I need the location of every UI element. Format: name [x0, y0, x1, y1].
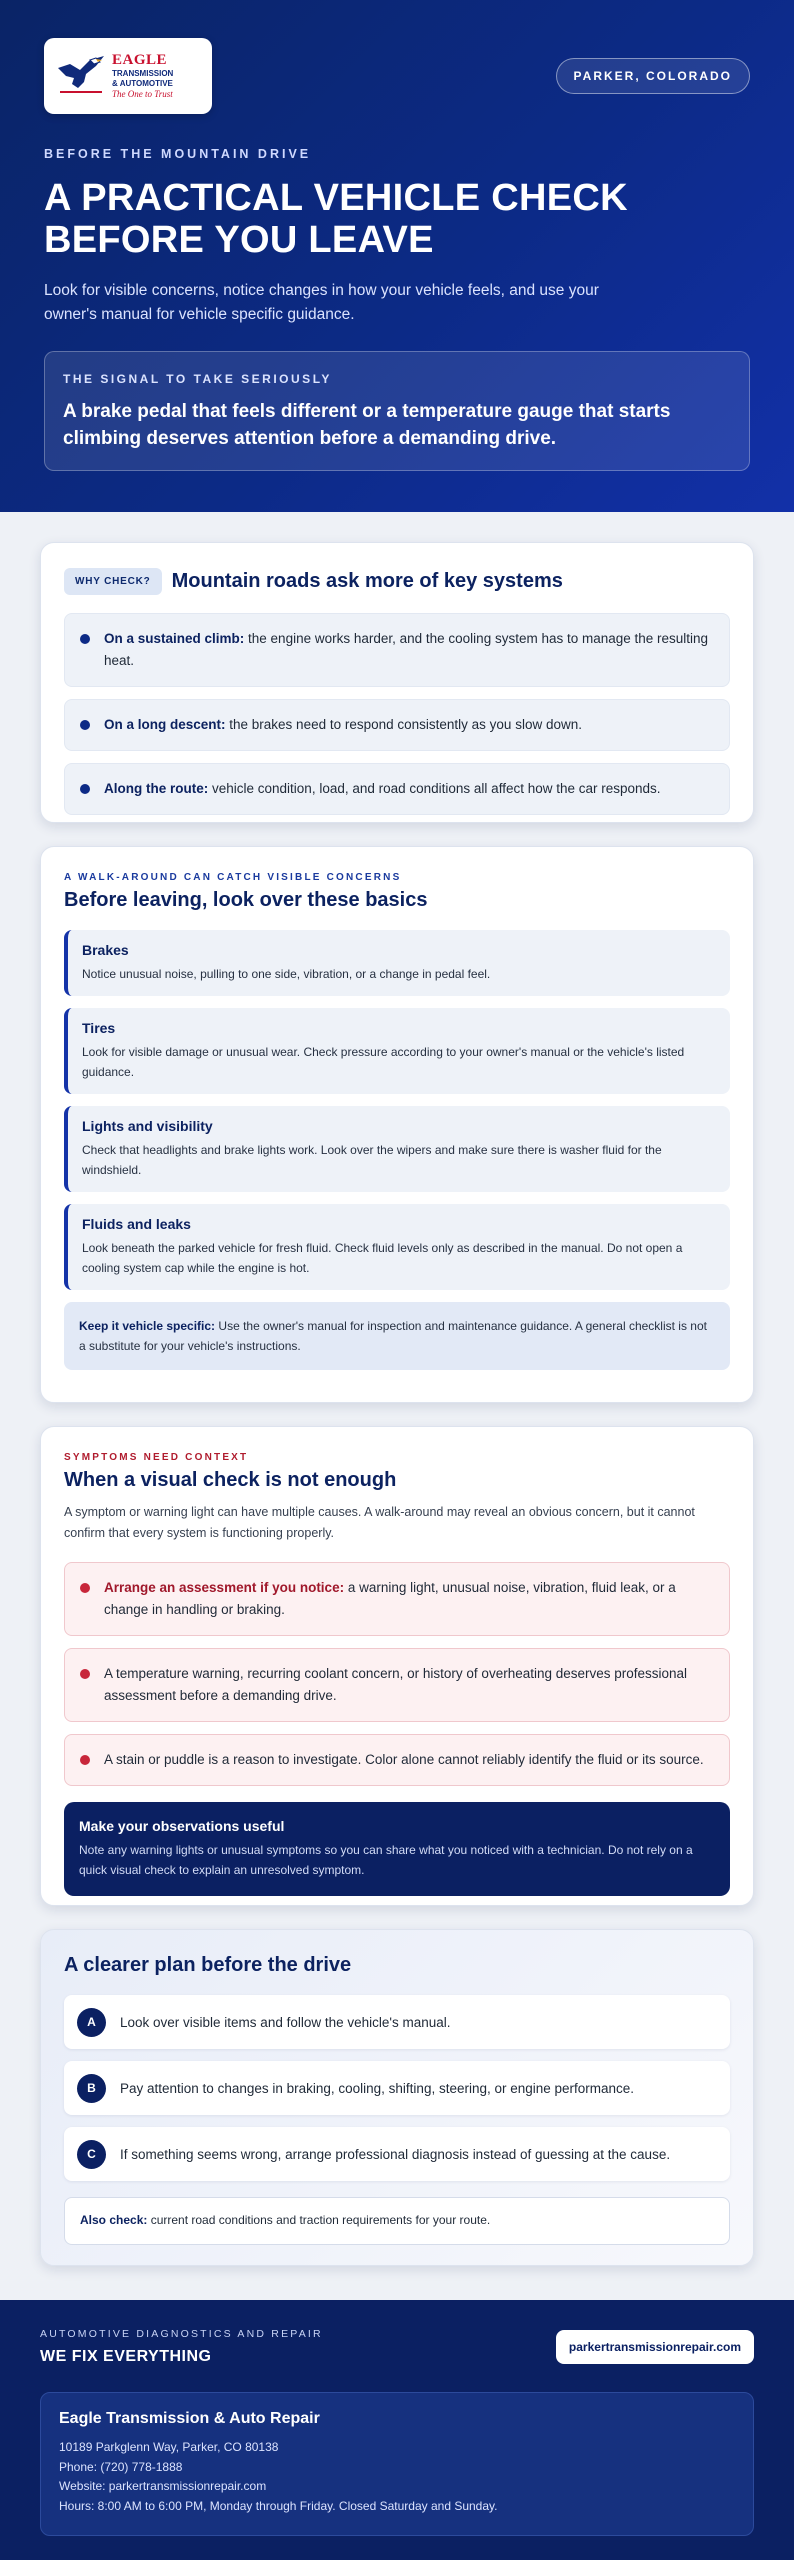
check-item-brakes [64, 930, 730, 996]
plan-step [64, 2061, 730, 2115]
warning-item [64, 1734, 730, 1786]
bullet-dot-icon [80, 720, 90, 730]
vehicle-specific-note [64, 1302, 730, 1370]
check-item-title: Lights and visibility [82, 1118, 213, 1134]
also-check-text: current road conditions and traction requirements for your route. [147, 2213, 491, 2227]
hero-section [0, 0, 794, 512]
phone-line[interactable]: Phone: (720) 778-1888 [59, 2459, 183, 2474]
plan-step [64, 1995, 730, 2049]
walkaround-kicker: A WALK-AROUND CAN CATCH VISIBLE CONCERNS [64, 872, 402, 883]
logo-tagline: The One to Trust [112, 89, 173, 99]
warning-item [64, 1562, 730, 1636]
check-item-title: Fluids and leaks [82, 1216, 191, 1232]
walkaround-card [40, 846, 754, 1403]
website-line[interactable]: Website: parkertransmissionrepair.com [59, 2479, 267, 2493]
logo-sub-1: TRANSMISSION [112, 69, 174, 78]
note-label: Keep it vehicle specific: [79, 1319, 216, 1333]
logo-sub-2: & AUTOMOTIVE [112, 79, 173, 88]
logo-name: EAGLE [112, 52, 168, 68]
warning-text: a warning light, unusual noise, vibration, fluid leak, or a change in handling or braking. [104, 1580, 676, 1617]
check-item-text: Look beneath the parked vehicle for fresh fluid. Check fluid levels only as described in the manual. Do not open a cooling system cap while the engine is hot. [82, 1241, 683, 1275]
item-text: the brakes need to respond consistently as you slow down. [225, 717, 582, 732]
check-item-lights [64, 1106, 730, 1192]
business-name: Eagle Transmission & Auto Repair [59, 2410, 320, 2427]
note-text: Use the owner's manual for inspection and maintenance guidance. A general checklist is not a substitute for your vehicle's instructions. [79, 1319, 707, 1353]
also-check-label: Also check: [80, 2213, 148, 2227]
footer-kicker: AUTOMOTIVE DIAGNOSTICS AND REPAIR [40, 2328, 323, 2340]
check-item-title: Tires [82, 1020, 116, 1036]
warning-item [64, 1648, 730, 1722]
why-check-title: Mountain roads ask more of key systems [171, 570, 563, 592]
bullet-dot-icon [80, 634, 90, 644]
check-item-title: Brakes [82, 942, 129, 958]
also-check-note [64, 2197, 730, 2245]
address-line: 10189 Parkglenn Way, Parker, CO 80138 [59, 2440, 279, 2454]
walkaround-title: Before leaving, look over these basics [64, 889, 428, 911]
check-item-fluids [64, 1204, 730, 1290]
hero-kicker: BEFORE THE MOUNTAIN DRIVE [44, 147, 312, 161]
step-text: Pay attention to changes in braking, cooling, shifting, steering, or engine performance. [120, 2080, 635, 2096]
check-item-text: Look for visible damage or unusual wear. Check pressure according to your owner's manual or the vehicle's listed guidance. [82, 1045, 685, 1079]
footer [0, 2300, 794, 2560]
signal-kicker: THE SIGNAL TO TAKE SERIOUSLY [63, 372, 332, 386]
warning-label: Arrange an assessment if you notice: [104, 1580, 345, 1595]
plan-card [40, 1929, 754, 2266]
signal-text: A brake pedal that feels different or a temperature gauge that starts climbing deserves attention before a demanding drive. [63, 401, 671, 449]
item-label: On a sustained climb: [104, 631, 245, 646]
hours-line: Hours: 8:00 AM to 6:00 PM, Monday through Friday. Closed Saturday and Sunday. [59, 2498, 498, 2513]
page-title: A PRACTICAL VEHICLE CHECK BEFORE YOU LEAVE [44, 177, 628, 261]
warning-dot-icon [80, 1755, 90, 1765]
warning-dot-icon [80, 1669, 90, 1679]
bullet-dot-icon [80, 784, 90, 794]
warning-dot-icon [80, 1583, 90, 1593]
website-link-button[interactable]: parkertransmissionrepair.com [556, 2330, 754, 2364]
item-label: On a long descent: [104, 717, 226, 732]
why-check-card [40, 542, 754, 823]
check-item-text: Check that headlights and brake lights work. Look over the wipers and make sure there is washer fluid for the windshield. [82, 1143, 662, 1177]
step-text: Look over visible items and follow the vehicle's manual. [120, 2014, 451, 2030]
plan-title: A clearer plan before the drive [64, 1954, 352, 1976]
item-label: Along the route: [104, 781, 209, 796]
symptoms-title: When a visual check is not enough [64, 1469, 397, 1491]
check-item-text: Notice unusual noise, pulling to one side, vibration, or a change in pedal feel. [82, 967, 491, 981]
list-item [64, 763, 730, 815]
observations-text: Note any warning lights or unusual symptoms so you can share what you noticed with a technician. Do not rely on a quick visual check to explain an unresolved symptom. [79, 1843, 693, 1877]
list-item [64, 699, 730, 751]
plan-step [64, 2127, 730, 2181]
why-check-badge: WHY CHECK? [64, 568, 162, 595]
warning-text: A stain or puddle is a reason to investigate. Color alone cannot reliably identify the fluid or its source. [104, 1752, 704, 1767]
warning-text: A temperature warning, recurring coolant concern, or history of overheating deserves professional assessment before a demanding drive. [104, 1666, 688, 1703]
eagle-icon [56, 54, 106, 98]
step-letter-badge: B [77, 2074, 106, 2103]
step-letter-badge: C [77, 2140, 106, 2169]
signal-callout [44, 351, 750, 471]
check-item-tires [64, 1008, 730, 1094]
symptoms-card [40, 1426, 754, 1906]
symptoms-lead: A symptom or warning light can have multiple causes. A walk-around may reveal an obvious concern, but it cannot confirm that every system is functioning properly. [64, 1505, 695, 1540]
item-text: the engine works harder, and the cooling system has to manage the resulting heat. [104, 631, 709, 668]
footer-title: WE FIX EVERYTHING [40, 2348, 212, 2365]
company-logo[interactable] [44, 38, 212, 114]
step-text: If something seems wrong, arrange professional diagnosis instead of guessing at the cause. [120, 2146, 671, 2162]
location-badge: PARKER, COLORADO [556, 58, 750, 94]
step-letter-badge: A [77, 2008, 106, 2037]
contact-card [40, 2392, 754, 2536]
symptoms-kicker: SYMPTOMS NEED CONTEXT [64, 1452, 249, 1463]
hero-lead: Look for visible concerns, notice changes in how your vehicle feels, and use your owner's manual for vehicle specific guidance. [44, 282, 599, 323]
list-item [64, 613, 730, 687]
item-text: vehicle condition, load, and road conditions all affect how the car responds. [208, 781, 661, 796]
observations-title: Make your observations useful [79, 1818, 285, 1834]
observations-callout [64, 1802, 730, 1896]
